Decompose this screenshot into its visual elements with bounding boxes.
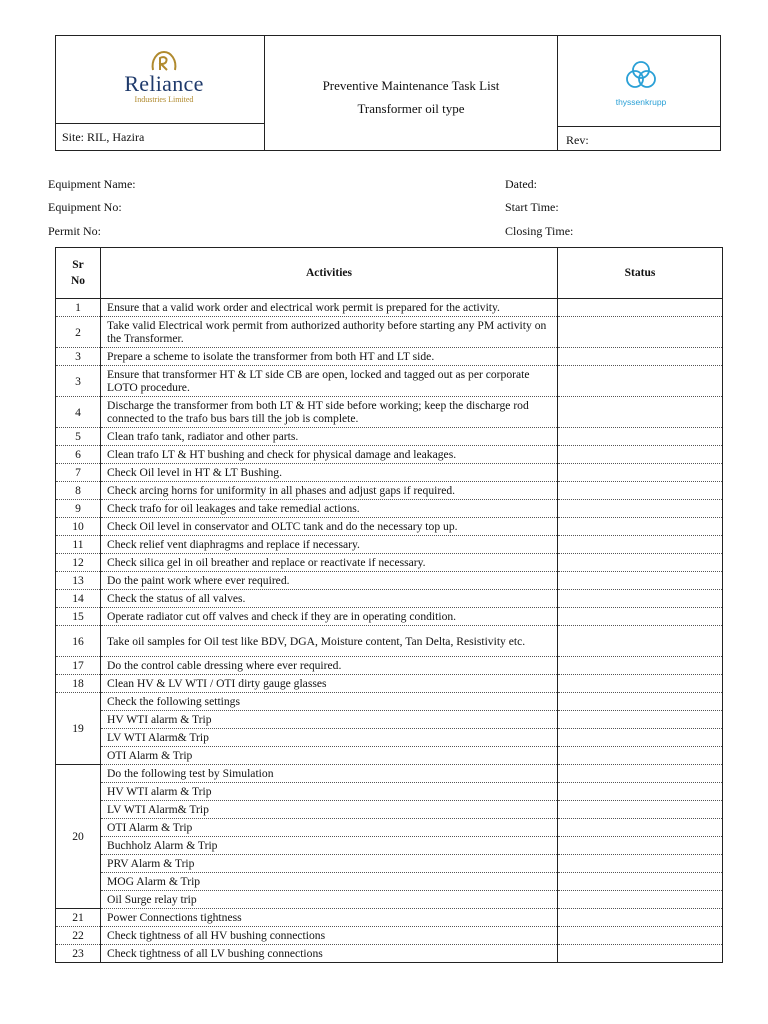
activity-cell: Check arcing horns for uniformity in all phases and adjust gaps if required.	[101, 482, 558, 500]
status-cell	[558, 536, 723, 554]
activity-cell: Clean HV & LV WTI / OTI dirty gauge glasses	[101, 675, 558, 693]
status-cell	[558, 693, 723, 711]
activity-cell: Take valid Electrical work permit from authorized authority before starting any PM activity on the Transformer.	[101, 317, 558, 348]
sr-cell: 3	[56, 348, 101, 366]
table-row	[56, 348, 723, 366]
status-cell	[558, 518, 723, 536]
revision-label: Rev:	[566, 133, 589, 147]
activity-cell: Ensure that transformer HT & LT side CB are open, locked and tagged out as per corporate LOTO procedure.	[101, 366, 558, 397]
thyssenkrupp-wordmark: thyssenkrupp	[615, 97, 667, 107]
table-row	[56, 428, 723, 446]
sr-cell: 14	[56, 590, 101, 608]
table-row	[56, 837, 723, 855]
status-cell	[558, 801, 723, 819]
status-cell	[558, 397, 723, 428]
status-cell	[558, 572, 723, 590]
status-cell	[558, 657, 723, 675]
table-row	[56, 873, 723, 891]
table-header-row	[56, 248, 723, 299]
activity-cell: Ensure that a valid work order and electrical work permit is prepared for the activity.	[101, 299, 558, 317]
activity-cell: Check tightness of all LV bushing connections	[101, 945, 558, 963]
activity-cell: Oil Surge relay trip	[101, 891, 558, 909]
activity-cell: PRV Alarm & Trip	[101, 855, 558, 873]
activity-cell: Prepare a scheme to isolate the transformer from both HT and LT side.	[101, 348, 558, 366]
sr-cell: 12	[56, 554, 101, 572]
col-sr-no-header	[56, 248, 101, 299]
site-label: Site: RIL, Hazira	[62, 130, 145, 144]
status-cell	[558, 500, 723, 518]
col-sr-no-header-label: Sr No	[70, 259, 86, 287]
table-row	[56, 891, 723, 909]
activity-cell: HV WTI alarm & Trip	[101, 783, 558, 801]
table-row	[56, 927, 723, 945]
header-divider	[56, 123, 264, 124]
activity-cell: Check Oil level in conservator and OLTC tank and do the necessary top up.	[101, 518, 558, 536]
sr-cell: 20	[56, 765, 101, 909]
activity-cell: Check the following settings	[101, 693, 558, 711]
sr-cell: 3	[56, 366, 101, 397]
sr-cell: 4	[56, 397, 101, 428]
status-cell	[558, 945, 723, 963]
table-row	[56, 482, 723, 500]
status-cell	[558, 446, 723, 464]
sr-cell: 10	[56, 518, 101, 536]
activity-cell: Check Oil level in HT & LT Bushing.	[101, 464, 558, 482]
activity-cell: Do the following test by Simulation	[101, 765, 558, 783]
permit-no-label: Permit No:	[48, 224, 101, 238]
status-cell	[558, 608, 723, 626]
table-row	[56, 819, 723, 837]
status-cell	[558, 464, 723, 482]
equipment-no-label: Equipment No:	[48, 200, 122, 214]
activity-cell: Do the paint work where ever required.	[101, 572, 558, 590]
status-cell	[558, 366, 723, 397]
table-row	[56, 317, 723, 348]
status-cell	[558, 348, 723, 366]
table-row	[56, 909, 723, 927]
status-cell	[558, 927, 723, 945]
sr-cell: 5	[56, 428, 101, 446]
col-status-header: Status	[558, 248, 723, 299]
status-cell	[558, 783, 723, 801]
status-cell	[558, 747, 723, 765]
status-cell	[558, 873, 723, 891]
header-divider	[557, 126, 721, 127]
status-cell	[558, 819, 723, 837]
status-cell	[558, 765, 723, 783]
table-row	[56, 747, 723, 765]
reliance-wordmark: Reliance	[124, 71, 204, 96]
status-cell	[558, 729, 723, 747]
activity-cell: Clean trafo tank, radiator and other parts.	[101, 428, 558, 446]
table-row	[56, 500, 723, 518]
table-row	[56, 518, 723, 536]
sr-cell: 21	[56, 909, 101, 927]
col-activities-header: Activities	[101, 248, 558, 299]
table-row	[56, 608, 723, 626]
equipment-name-label: Equipment Name:	[48, 177, 136, 191]
table-row	[56, 446, 723, 464]
reliance-emblem-icon	[149, 50, 179, 72]
header-divider	[264, 36, 265, 150]
activity-cell: Check silica gel in oil breather and replace or reactivate if necessary.	[101, 554, 558, 572]
activity-cell: Take oil samples for Oil test like BDV, DGA, Moisture content, Tan Delta, Resistivity etc.	[101, 626, 558, 657]
activity-cell: Do the control cable dressing where ever required.	[101, 657, 558, 675]
table-row	[56, 464, 723, 482]
sr-cell: 6	[56, 446, 101, 464]
table-row	[56, 626, 723, 657]
activity-cell: MOG Alarm & Trip	[101, 873, 558, 891]
sr-cell: 23	[56, 945, 101, 963]
sr-cell: 13	[56, 572, 101, 590]
table-row	[56, 765, 723, 783]
sr-cell: 9	[56, 500, 101, 518]
activity-cell: Check relief vent diaphragms and replace if necessary.	[101, 536, 558, 554]
status-cell	[558, 482, 723, 500]
table-row	[56, 572, 723, 590]
sr-cell: 18	[56, 675, 101, 693]
table-row	[56, 855, 723, 873]
task-table	[55, 247, 723, 963]
table-row	[56, 554, 723, 572]
start-time-label: Start Time:	[505, 200, 559, 214]
sr-cell: 7	[56, 464, 101, 482]
activity-cell: Check tightness of all HV bushing connections	[101, 927, 558, 945]
activity-cell: LV WTI Alarm& Trip	[101, 801, 558, 819]
activity-cell: Discharge the transformer from both LT & HT side before working; keep the discharge rod connected to the trafo bus bars till the job is complete.	[101, 397, 558, 428]
activity-cell: Clean trafo LT & HT bushing and check for physical damage and leakages.	[101, 446, 558, 464]
table-row	[56, 783, 723, 801]
table-row	[56, 590, 723, 608]
status-cell	[558, 675, 723, 693]
activity-cell: LV WTI Alarm& Trip	[101, 729, 558, 747]
sr-cell: 1	[56, 299, 101, 317]
status-cell	[558, 317, 723, 348]
status-cell	[558, 299, 723, 317]
activity-cell: Check trafo for oil leakages and take remedial actions.	[101, 500, 558, 518]
table-row	[56, 299, 723, 317]
sr-cell: 2	[56, 317, 101, 348]
table-row	[56, 945, 723, 963]
sr-cell: 8	[56, 482, 101, 500]
document-title: Preventive Maintenance Task List	[322, 78, 500, 93]
header-box	[55, 35, 721, 151]
table-row	[56, 801, 723, 819]
status-cell	[558, 554, 723, 572]
header-divider	[557, 36, 558, 150]
status-cell	[558, 891, 723, 909]
status-cell	[558, 428, 723, 446]
table-row	[56, 536, 723, 554]
sr-cell: 11	[56, 536, 101, 554]
thyssenkrupp-logo	[596, 60, 686, 107]
table-row	[56, 693, 723, 711]
table-row	[56, 397, 723, 428]
table-row	[56, 711, 723, 729]
sr-cell: 17	[56, 657, 101, 675]
status-cell	[558, 711, 723, 729]
sr-cell: 15	[56, 608, 101, 626]
table-row	[56, 729, 723, 747]
dated-label: Dated:	[505, 177, 537, 191]
activity-cell: HV WTI alarm & Trip	[101, 711, 558, 729]
sr-cell: 19	[56, 693, 101, 765]
activity-cell: OTI Alarm & Trip	[101, 747, 558, 765]
status-cell	[558, 837, 723, 855]
activity-cell: Operate radiator cut off valves and check if they are in operating condition.	[101, 608, 558, 626]
table-row	[56, 366, 723, 397]
reliance-subtitle: Industries Limited	[134, 95, 194, 104]
closing-time-label: Closing Time:	[505, 224, 574, 238]
status-cell	[558, 855, 723, 873]
status-cell	[558, 909, 723, 927]
sr-cell: 16	[56, 626, 101, 657]
reliance-logo	[94, 50, 234, 120]
table-row	[56, 675, 723, 693]
activity-cell: Buchholz Alarm & Trip	[101, 837, 558, 855]
activity-cell: OTI Alarm & Trip	[101, 819, 558, 837]
activity-cell: Power Connections tightness	[101, 909, 558, 927]
activity-cell: Check the status of all valves.	[101, 590, 558, 608]
document-subtitle: Transformer oil type	[357, 101, 465, 116]
table-row	[56, 657, 723, 675]
status-cell	[558, 590, 723, 608]
thyssenkrupp-emblem-icon	[624, 60, 658, 90]
sr-cell: 22	[56, 927, 101, 945]
status-cell	[558, 626, 723, 657]
